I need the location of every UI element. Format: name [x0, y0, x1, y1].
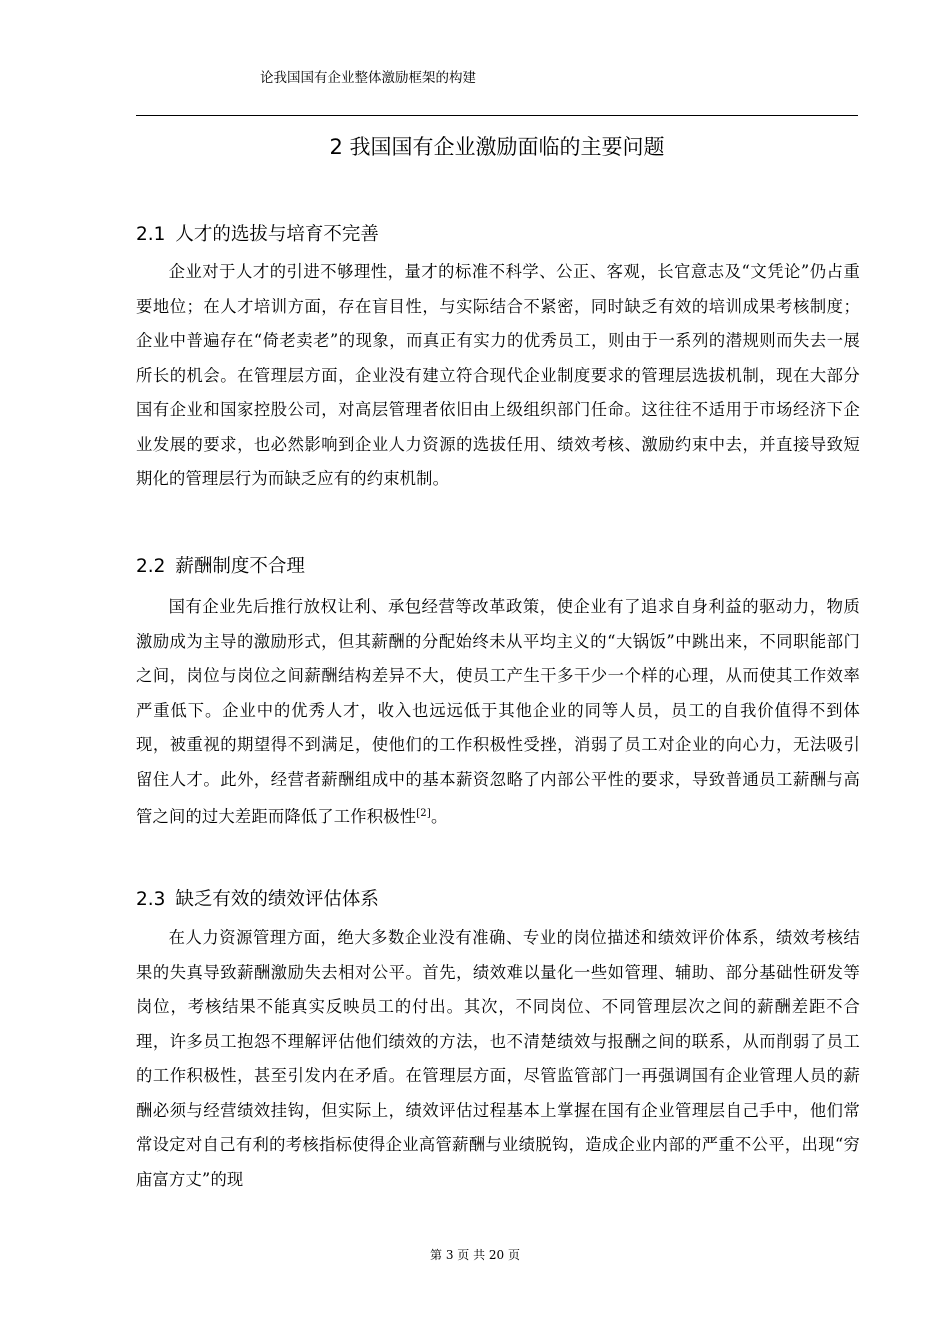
section-heading-2-2 [136, 553, 305, 581]
section-title: 薪酬制度不合理 [175, 556, 305, 577]
section-title: 缺乏有效的绩效评估体系 [175, 889, 379, 910]
header-rule [136, 115, 858, 116]
paragraph-2-3: 在人力资源管理方面，绝大多数企业没有准确、专业的岗位描述和绩效评价体系，绩效考核结果的失真导致薪酬激励失去相对公平。首先，绩效难以量化一些如管理、辅助、部分基础性研发等岗位，考核结果不能真实反映员工的付出。其次，不同岗位、不同管理层次之间的薪酬差距不合理，许多员工抱怨不理解评估他们绩效的方法，也不清楚绩效与报酬之间的联系，从而削弱了员工的工作积极性，甚至引发内在矛盾。在管理层方面，尽管监管部门一再强调国有企业管理人员的薪酬必须与经营绩效挂钩，但实际上，绩效评估过程基本上掌握在国有企业管理层自己手中，他们常常设定对自己有利的考核指标使得企业高管薪酬与业绩脱钩，造成企业内部的严重不公平，出现“穷庙富方丈”的现 [136, 928, 860, 1189]
section-number: 2.2 [136, 556, 166, 577]
paragraph-tail: 。 [430, 807, 448, 826]
section-heading-2-1 [136, 221, 379, 249]
paragraph-2-2 [136, 590, 860, 835]
page-footer: 第 3 页 共 20 页 [430, 1248, 520, 1262]
paragraph-text: 国有企业先后推行放权让利、承包经营等改革政策，使企业有了追求自身利益的驱动力，物质激励成为主导的激励形式，但其薪酬的分配始终未从平均主义的“大锅饭”中跳出来，不同职能部门之间，岗位与岗位之间薪酬结构差异不大，使员工产生干多干少一个样的心理，从而使其工作效率严重低下。企业中的优秀人才，收入也远远低于其他企业的同等人员，员工的自我价值得不到体现，被重视的期望得不到满足，使他们的工作积极性受挫，消弱了员工对企业的向心力，无法吸引留住人才。此外，经营者薪酬组成中的基本薪资忽略了内部公平性的要求，导致普通员工薪酬与高管之间的过大差距而降低了工作积极性 [136, 597, 860, 826]
section-heading-2-3 [136, 886, 379, 914]
citation-marker[interactable]: [2] [416, 808, 431, 819]
running-header: 论我国国有企业整体激励框架的构建 [260, 70, 476, 86]
section-title: 人才的选拔与培育不完善 [175, 224, 379, 245]
section-number: 2.3 [136, 889, 166, 910]
section-number: 2.1 [136, 224, 166, 245]
paragraph-2-1: 企业对于人才的引进不够理性，量才的标准不科学、公正、客观，长官意志及“文凭论”仍占重要地位；在人才培训方面，存在盲目性，与实际结合不紧密，同时缺乏有效的培训成果考核制度；企业中普遍存在“倚老卖老”的现象，而真正有实力的优秀员工，则由于一系列的潜规则而失去一展所长的机会。在管理层方面，企业没有建立符合现代企业制度要求的管理层选拔机制，现在大部分国有企业和国家控股公司，对高层管理者依旧由上级组织部门任命。这往往不适用于市场经济下企业发展的要求，也必然影响到企业人力资源的选拔任用、绩效考核、激励约束中去，并直接导致短期化的管理层行为而缺乏应有的约束机制。 [136, 262, 860, 488]
chapter-title: 2 我国国有企业激励面临的主要问题 [329, 135, 665, 159]
